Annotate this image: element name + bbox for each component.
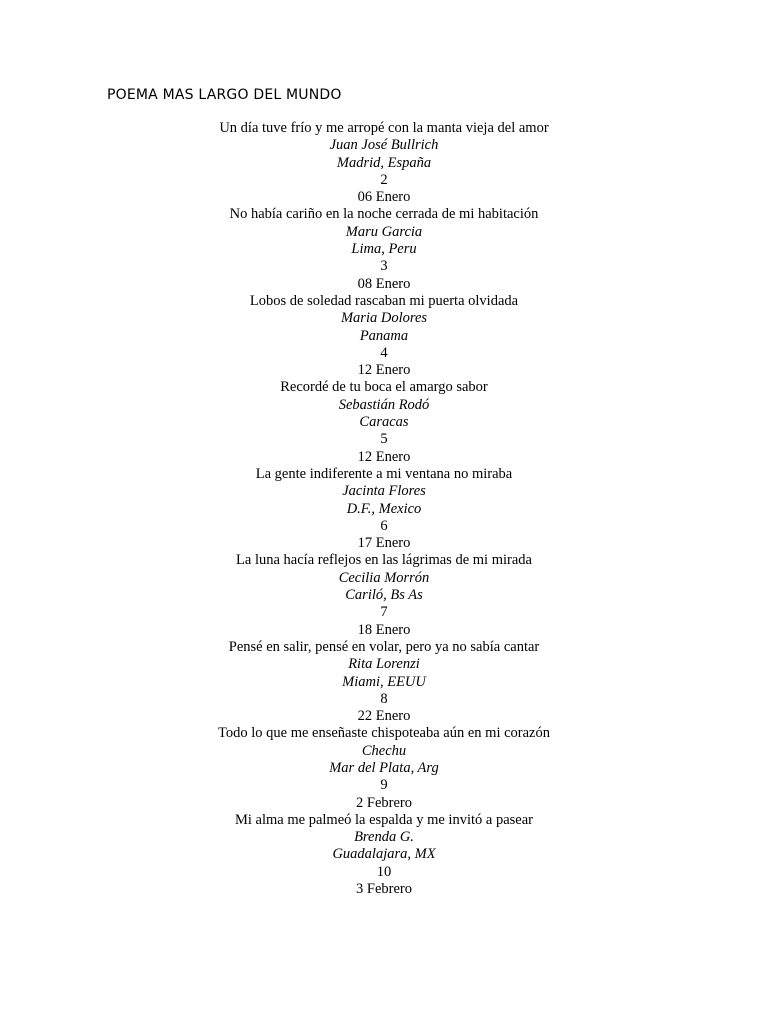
poem-entry xyxy=(84,466,684,552)
poem-entry xyxy=(84,725,684,811)
verse-line: Lobos de soledad rascaban mi puerta olvidada xyxy=(249,292,519,309)
poem-entry xyxy=(84,552,684,638)
poem-entry xyxy=(84,293,684,379)
poem-entry xyxy=(84,206,684,292)
verse-line: Todo lo que me enseñaste chispoteaba aún en mi corazón xyxy=(218,725,550,742)
verse-line: Un día tuve frío y me arropé con la manta vieja del amor xyxy=(219,120,549,136)
entry-date: 2 Febrero xyxy=(356,794,412,811)
verse-line: Mi alma me palmeó la espalda y me invitó a pasear xyxy=(235,811,533,828)
author-name: Sebastián Rodó xyxy=(338,396,430,413)
author-location: Caracas xyxy=(359,414,409,431)
verse-line: La gente indiferente a mi ventana no miraba xyxy=(255,465,513,482)
verse-line: No había cariño en la noche cerrada de mi habitación xyxy=(229,206,539,223)
poem-entry xyxy=(84,120,684,206)
entry-date: 12 Enero xyxy=(357,448,411,465)
author-name: Jacinta Flores xyxy=(342,483,426,500)
verse-line: La luna hacía reflejos en las lágrimas de mi mirada xyxy=(236,552,532,569)
author-name: Maru Garcia xyxy=(345,223,423,240)
entry-number: 7 xyxy=(380,604,388,621)
author-location: Lima, Peru xyxy=(351,241,417,258)
entry-number: 3 xyxy=(380,258,388,275)
author-location: Mar del Plata, Arg xyxy=(329,759,439,776)
entry-number: 4 xyxy=(380,344,388,361)
author-name: Cecilia Morrón xyxy=(338,569,430,586)
verse-line: Recordé de tu boca el amargo sabor xyxy=(280,379,488,396)
author-location: Cariló, Bs As xyxy=(345,587,423,604)
entry-date: 18 Enero xyxy=(357,621,411,638)
entry-date: 3 Febrero xyxy=(356,881,412,898)
entry-date: 12 Enero xyxy=(357,362,411,379)
author-name: Rita Lorenzi xyxy=(348,656,420,673)
author-name: Maria Dolores xyxy=(340,310,428,327)
entry-date: 17 Enero xyxy=(357,535,411,552)
entry-number: 9 xyxy=(380,777,388,794)
author-location: Miami, EEUU xyxy=(342,673,426,690)
author-location: Madrid, España xyxy=(336,154,432,171)
entry-number: 5 xyxy=(380,431,388,448)
author-name: Juan José Bullrich xyxy=(329,137,439,154)
author-location: Guadalajara, MX xyxy=(332,846,436,863)
entry-number: 10 xyxy=(376,863,392,880)
entry-date: 22 Enero xyxy=(357,708,411,725)
author-location: D.F., Mexico xyxy=(346,500,422,517)
entry-date: 06 Enero xyxy=(357,189,411,206)
entry-number: 6 xyxy=(380,517,388,534)
author-name: Brenda G. xyxy=(354,829,414,846)
entry-number: 8 xyxy=(380,690,388,707)
document-title: POEMA MAS LARGO DEL MUNDO xyxy=(107,87,342,103)
poem-entry xyxy=(84,639,684,725)
verse-line: Pensé en salir, pensé en volar, pero ya no sabía cantar xyxy=(228,638,540,655)
poem-entry xyxy=(84,812,684,898)
author-name: Chechu xyxy=(361,742,407,759)
entry-date: 08 Enero xyxy=(357,275,411,292)
author-location: Panama xyxy=(359,327,409,344)
poem-body xyxy=(84,120,684,898)
entry-number: 2 xyxy=(380,171,388,188)
poem-entry xyxy=(84,379,684,465)
